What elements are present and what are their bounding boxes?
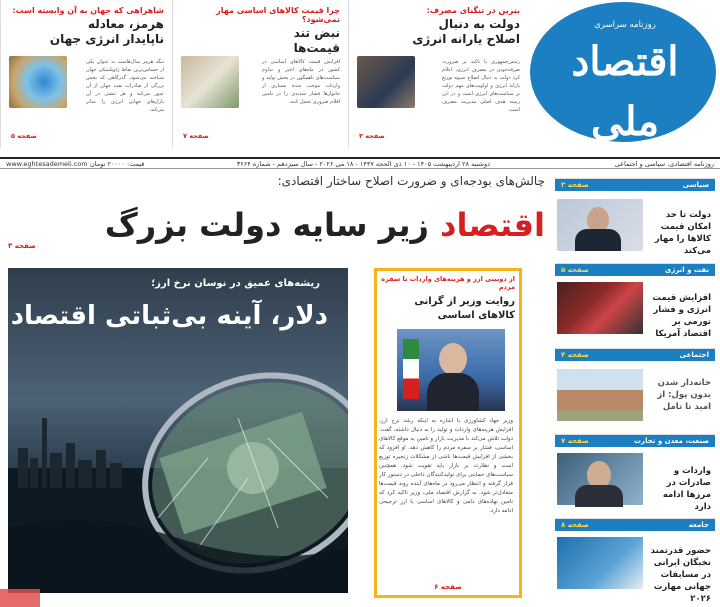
teaser-page: صفحه ۳ [359, 132, 385, 140]
image-kicker: ریشه‌های عمیق در نوسان نرخ ارز؛ [151, 278, 320, 289]
minister-story[interactable] [374, 268, 522, 598]
dateline-date: دوشنبه ۲۸ اردیبهشت ۱۴۰۵ - ۱۰ ذی الحجه ۱۴۴۷ - ۱۸ می ۲۰۲۶ - سال سیزدهم - شماره ۳۶۶۴ [236, 160, 490, 168]
sidebar-section: نفت و انرژی [664, 266, 709, 274]
sidebar-section: صنعت، معدن و تجارت [634, 437, 709, 445]
teaser-energy[interactable] [348, 0, 528, 148]
teaser-headline: دولت به دنبال اصلاح یارانه انرژی [412, 17, 520, 46]
minister-photo [397, 329, 505, 411]
teaser-photo [357, 56, 415, 108]
sidebar-photo [557, 453, 643, 505]
headline-black: زیر سایه دولت بزرگ [104, 206, 441, 244]
teaser-page: صفحه ۵ [11, 132, 37, 140]
sidebar-photo [557, 199, 643, 251]
main-kicker: چالش‌های بودجه‌ای و ضرورت اصلاح ساختار اقتصادی: [277, 174, 545, 188]
sidebar-social[interactable] [555, 348, 715, 432]
sidebar-energy[interactable] [555, 263, 715, 347]
teaser-text: رئیس‌جمهوری با تاکید بر ضرورت صرفه‌جویی در مصرف انرژی، اعلام کرد دولت به دنبال اصلاح شیوه توزیع یارانه انرژی و اولویت‌های مهم دولت بر سیاست‌های انرژی است و در این زمینه هدف اصلی مدیریت مصرف است. [442, 59, 520, 113]
teaser-kicker: شاهراهی که جهان به آن وابسته است: [12, 6, 164, 15]
person-body [427, 373, 479, 411]
sidebar-headline: حضور قدرتمند نخبگان ایرانی در مسابقات جهانی مهارت ۲۰۲۶ [650, 546, 711, 604]
sidebar-politics[interactable] [555, 178, 715, 258]
sidebar-bar [555, 264, 715, 276]
box-body: وزیر جهاد کشاورزی با اشاره به اینکه رشد نرخ ارز، افزایش هزینه‌های واردات و تولید را به دنبال داشته، گفت: دولت تلاش می‌کند با مدیریت بازار و تامین به موقع کالاهای اساسی، فشار بر سفره مردم را کاهش دهد. او افزود که بخشی از افزایش قیمت‌ها ناشی از مشکلات زنجیره توزیع است و نظارت بر بازار باید تقویت شود. همچنین سیاست‌های حمایتی برای تولیدکنندگان داخلی در دستور کار قرار گرفته و انتظار می‌رود در ماه‌های آینده روند قیمت‌ها متعادل‌تر شود. به گزارش اقتصاد ملی، وزیر تاکید کرد که تامین نهاده‌های دامی و کالاهای اساسی با ارز ترجیحی ادامه دارد. [379, 418, 513, 514]
sidebar-society[interactable] [555, 518, 715, 604]
corner-stamp [0, 589, 40, 607]
sidebar-headline: واردات و صادرات در مرزها ادامه دارد [662, 466, 711, 512]
sidebar-section: جامعه [688, 521, 709, 529]
dateline-price: قیمت: ۲۰۰۰۰ تومان [90, 160, 145, 168]
sidebar-section: اجتماعی [679, 351, 709, 359]
teaser-text: تنگه هرمز سال‌هاست به عنوان یکی از حساس‌ترین نقاط ژئوپلیتیکی جهان شناخته می‌شود، گذرگاهی که بخش بزرگی از صادرات نفت جهان از آن عبور می‌کند و هر تنشی در آن بازارهای جهانی انرژی را متاثر می‌کند. [86, 59, 164, 113]
sidebar-headline: افزایش قیمت انرژی و فشار تورمی بر اقتصاد آمریکا [652, 293, 711, 339]
sidebar-bar [555, 179, 715, 191]
teaser-hormuz[interactable] [0, 0, 172, 148]
logo: اقتصاد ملی [571, 38, 679, 145]
main-headline[interactable] [105, 203, 545, 247]
sidebar-photo [557, 369, 643, 421]
sidebar-page: صفحه ۵ [561, 266, 589, 274]
box-kicker: از دوبینی ارز و هزینه‌های واردات تا سفره مردم [381, 275, 515, 291]
teaser-prices[interactable] [172, 0, 348, 148]
sidebar-photo [557, 282, 643, 334]
box-headline: روایت وزیر از گرانی کالاهای اساسی [414, 296, 515, 321]
teaser-kicker: چرا قیمت کالاهای اساسی مهار نمی‌شود؟ [216, 6, 340, 24]
sidebar-bar [555, 519, 715, 531]
sidebar-page: صفحه ۳ [561, 181, 589, 189]
sidebar-section: سیاسی [682, 181, 709, 189]
headline-red: اقتصاد [440, 206, 545, 244]
dateline [0, 157, 720, 169]
teaser-kicker: بنزین در تنگنای مصرف: [426, 6, 520, 15]
teaser-text: افزایش قیمت کالاهای اساسی در کشور در ماه‌های اخیر و تداوم سیاست‌های ناهمگون در بخش تولید و واردات موجب شده بسیاری از خانوارها فشار شدیدی را در تامین اقلام ضروری تحمل کنند. [262, 59, 340, 105]
sidebar-headline: دولت تا حد امکان قیمت کالاها را مهار می‌کند [654, 210, 711, 256]
teaser-headline: هرمز، معادله ناپایدار انرژی جهان [49, 17, 164, 46]
teaser-page: صفحه ۷ [183, 132, 209, 140]
dateline-site[interactable]: www.eghtesademeli.com [6, 160, 88, 168]
person-head [439, 343, 467, 375]
sidebar-photo [557, 537, 643, 589]
sidebar-page: صفحه ۸ [561, 521, 589, 529]
teaser-headline: نبض تند قیمت‌ها [293, 26, 340, 55]
sidebar-industry[interactable] [555, 434, 715, 516]
sidebar-headline: خانه‌دار شدن بدون پول: از امید تا تامل [657, 378, 711, 412]
sidebar-page: صفحه ۴ [561, 351, 589, 359]
dateline-section: روزنامه اقتصادی، سیاسی و اجتماعی [614, 160, 714, 168]
sidebar-page: صفحه ۷ [561, 437, 589, 445]
logo-subtitle: روزنامه سراسری [594, 20, 656, 30]
sidebar-bar [555, 435, 715, 447]
flag-shape [403, 339, 419, 399]
sidebar-bar [555, 349, 715, 361]
teaser-photo [9, 56, 67, 108]
teaser-photo [181, 56, 239, 108]
box-page: صفحه ۶ [434, 583, 462, 591]
dollar-illustration[interactable] [8, 268, 348, 593]
image-headline: دلار، آینه بی‌ثباتی اقتصاد [10, 301, 328, 331]
main-page: صفحه ۳ [8, 242, 36, 250]
